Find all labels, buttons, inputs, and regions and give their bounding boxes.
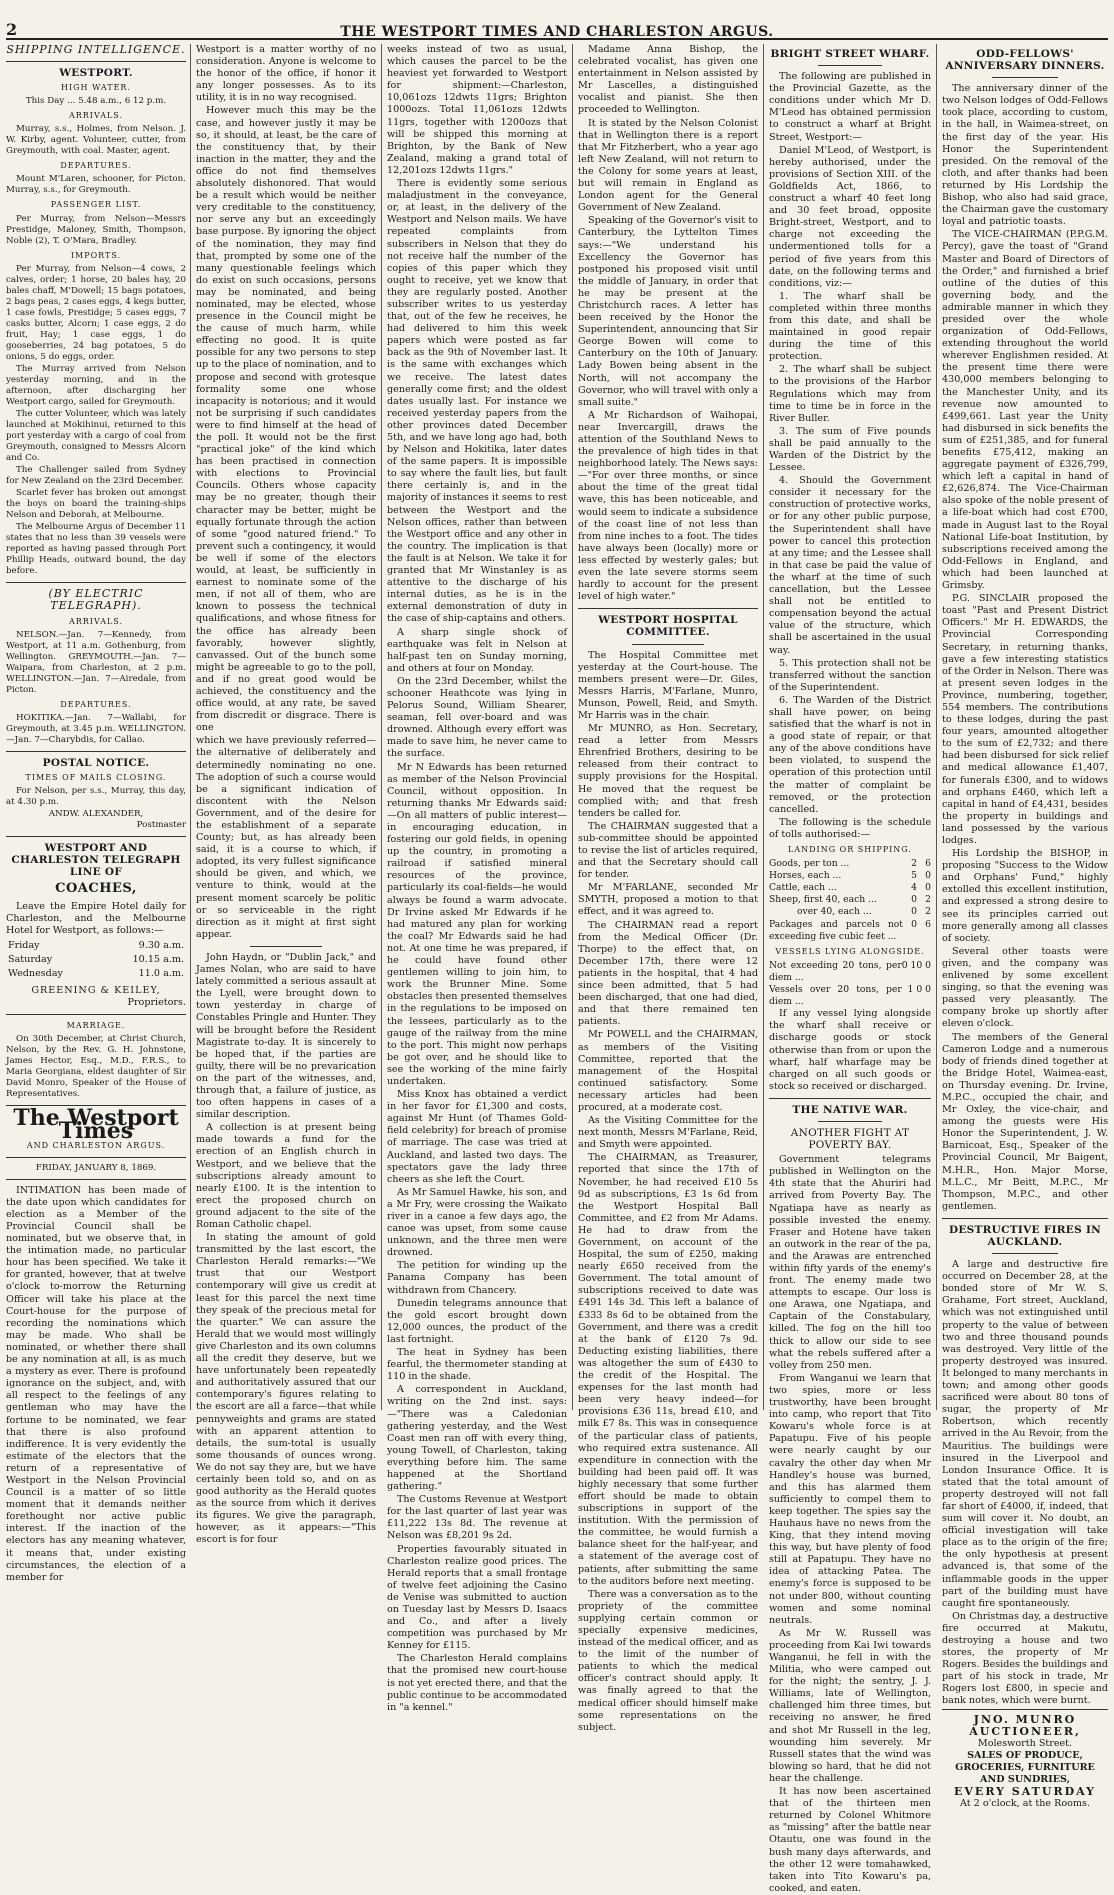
departures-heading: DEPARTURES.: [60, 161, 132, 171]
coach-role: Proprietors.: [127, 997, 186, 1009]
tolls-table: [769, 858, 931, 943]
coach-day: Saturday: [8, 953, 53, 965]
toll-s: 2: [911, 858, 917, 870]
divider: [6, 582, 186, 583]
arrivals: Murray, s.s., Holmes, from Nelson. J. W. Kirby, agent. Volunteer, cutter, from Greymouth, with coal. Master, agent.: [6, 124, 186, 157]
coach-owners: GREENING & KEILEY,: [31, 985, 161, 997]
shipping-title: SHIPPING INTELLIGENCE.: [6, 43, 186, 56]
page-title: THE WESTPORT TIMES AND CHARLESTON ARGUS.: [340, 24, 774, 40]
news-item: Dunedin telegrams announce that the gold escort brought down 12,000 ounces, the product of the last fortnight.: [387, 1297, 567, 1345]
wharf-condition: 6. The Warden of the District shall have power, on being satisfied that the wharf is not in a good state of repair, or that any of the above conditions have been violated, to suspend the operation of this protection until the matter of complaint be removed, or the protection cancelled.: [769, 694, 931, 815]
oddfellows-para: The VICE-CHAIRMAN (P.P.G.M. Percy), gave the toast of "Grand Master and Board of Directors of the Order," and furnished a brief outline of the duties of this governing body, and the admirable manner in which they presided over the whole organization of Odd-Fellows, extending throughout the world wherever Englishmen resided. At the present time there were 430,000 members belonging to the Manchester Unity, and its revenue now amounted to £499,661. Last year the Unity had disbursed in sick benefits the sum of £251,385, and for funeral benefits £75,412, making an aggregate payment of £326,799, which left a capital in hand of £2,626,874. The Vice-Chairman also spoke of the noble present of a life-boat which had cost £700, made in August last to the Royal National Life-boat Institution, by subscriptions received among the Odd-Fellows in England, and which had been launched at Grimsby.: [942, 229, 1108, 592]
divider: [992, 1253, 1058, 1254]
coach-day: Friday: [8, 939, 40, 951]
oddfellows-para: His Lordship the BISHOP, in proposing "Success to the Widow and Orphans' Fund," highly extolled this excellent institution, and expressed a strong desire to see its principles carried out more generally among all classes of society.: [942, 848, 1108, 944]
tel-arrivals-heading: ARRIVALS.: [68, 616, 124, 626]
tel-departures-heading: DEPARTURES.: [60, 699, 132, 709]
wharf-condition: The following is the schedule of tolls authorised:—: [769, 816, 931, 840]
news-item: The heat in Sydney has been fearful, the thermometer standing at 110 in the shade.: [387, 1347, 567, 1383]
coach-title: WESTPORT AND CHARLESTON TELEGRAPH LINE OF: [11, 842, 181, 879]
divider: [6, 1014, 186, 1015]
divider: [632, 644, 704, 645]
marriage: On 30th December, at Christ Church, Nelson, by the Rev. G. H. Johnstone, James Hector, Esq., M.D., F.R.S., to Maria Georgiana, eldest daughter of Sir David Monro, Speaker of the House of Representatives.: [6, 1034, 186, 1100]
tolls-heading: LANDING OR SHIPPING.: [788, 845, 912, 854]
paper-sub: AND CHARLESTON ARGUS.: [26, 1140, 166, 1150]
wharf-condition: 4. Should the Government consider it necessary for the construction of protective works, or for any other public purpose, the Superintendent shall have power to cancel this protection at any time; and the Lessee shall in that case be paid the value of the wharf at the time of such cancellation, but the Lessee shall not be entitled to compensation beyond the actual value of the structure, which shall be ascertained in the usual way.: [769, 475, 931, 656]
passenger-heading: PASSENGER LIST.: [50, 200, 142, 210]
divider: [6, 1179, 186, 1180]
toll-d: 2: [925, 906, 931, 918]
committee-para: The Hospital Committee met yesterday at the Court-house. The members present were—Dr. Giles, Messrs Harris, M'Farlane, Munro, Munson, Powell, Reid, and Smyth. Mr Harris was in the chair.: [578, 649, 758, 721]
news-item: The petition for winding up the Panama Company has been withdrawn from Chancery.: [387, 1260, 567, 1296]
vessel-item: Vessels over 20 tons, per diem ...: [769, 984, 902, 1008]
news-item: On the 23rd December, whilst the schooner Heathcote was lying in Pelorus Sound, William Shearer, seaman, fell over-board and was drowned. Although every effort was made to save him, he never came to the surface.: [387, 675, 567, 760]
tel-arrivals: NELSON.—Jan. 7—Kennedy, from Westport, at 11 a.m. Gothenburg, from Wellington. GREYMOUTH.—Jan. 7—Waipara, from Charleston, at 2 p.m. WELLINGTON.—Jan. 7—Airedale, from Picton.: [6, 629, 186, 695]
column-2: [196, 44, 376, 1546]
divider: [6, 1157, 186, 1158]
news-item: Speaking of the Governor's visit to Canterbury, the Lyttelton Times says:—"We understand his Excellency the Governor has postponed his proposed visit until the middle of January, in order that he may be present at the Christchurch races. A letter has been received by the Honor the Superintendent, announcing that Sir George Bowen will come to Canterbury on the 10th of January. Lady Bowen being absent in the North, will not accompany the Governor, who will travel with only a small suite.": [578, 215, 758, 408]
toll-s: 0: [911, 894, 917, 906]
postal-signature: ANDW. ALEXANDER,: [48, 809, 144, 820]
toll-row: [769, 882, 931, 894]
war-title: THE NATIVE WAR.: [792, 1103, 908, 1116]
toll-s: 0: [911, 918, 917, 930]
high-water: This Day ... 5.48 a.m., 6 12 p.m.: [25, 96, 167, 107]
news-item: A sharp single shock of earthquake was felt in Nelson at half-past ten on Sunday morning, and others at four on Monday.: [387, 626, 567, 674]
divider: [250, 946, 322, 947]
vessel-value: 1 0 0: [907, 984, 931, 996]
vessel-row: [769, 960, 931, 984]
war-para: Government telegrams published in Wellington on the 4th state that the Ahuriri had arrived from Poverty Bay. The Ngatiapa have as nearly as possible invested the enemy. Fraser and Hotene have taken an outwork in the rear of the pa, and the Arawas are entrenched within fifty yards of the enemy's front. The enemy made two attempts to escape. Our loss is one Arawa, one Ngatiapa, and Captain of the Constabulary, killed. The fog on the hill too thick to allow our side to see what the rebels suffered after a volley from 250 men.: [769, 1154, 931, 1371]
column-rule: [381, 44, 382, 1410]
wharf-condition: 5. This protection shall not be transferred without the sanction of the Superintendent.: [769, 657, 931, 693]
wharf-condition: 2. The wharf shall be subject to the provisions of the Harbor Regulations which may from time to time be in force in the River Buller.: [769, 364, 931, 424]
toll-item: Sheep, first 40, each ...: [769, 894, 877, 906]
postal-sub: TIMES OF MAILS CLOSING.: [25, 773, 167, 783]
divider: [818, 65, 883, 66]
editorial-para: However much this may be the case, and however justly it may be so, it should, at least, be the care of the constituency that, by their inaction in the matter, they and the office do not find themselves absolutely dishonored. That would be a result which would be neither very creditable to the constituency, nor serve any but an exceedingly base purpose. By ignoring the object of the nomination, they may find that, prompted by some one of the many questionable feelings which do exist on such occasions, persons may be nominated, and being nominated, may be elected, whose presence in the Council might be the cause of much harm, while effecting no good. It is quite possible for any two persons to step up to the place of nomination, and to propose and second with grotesque formality some one whose incapacity is notorious; and it would not be surprising if such candidates were to find himself at the head of the poll. It would not be the first "practical joke" of the kind which has been practised in connection with elections to Provincial Councils. Others whose capacity may be no greater, though their character may be better, might be equally fortunate through the action of some "good natured friend." To prevent such a contingency, it would be well if some of the electors would, at least, be sufficiently in earnest to nominate some of the men, if not all of them, who are known to possess the technical qualifications, and whose fitness for the office has already been favorably, however slightly, canvassed. Out of the bunch some might be agreeable to go to the poll, and if no great good would be achieved, the constituency and the office would, at any rate, be saved from discredit or disgrace. There is one: [196, 105, 376, 734]
news-item: Madame Anna Bishop, the celebrated vocalist, has given one entertainment in Nelson assisted by Mr Lascelles, a distinguished vocalist and pianist. She then proceeded to Wellington.: [578, 44, 758, 116]
tel-departures: HOKITIKA.—Jan. 7—Wallabi, for Greymouth, at 3.45 p.m. WELLINGTON.—Jan. 7—Charybdis, for Callao.: [6, 713, 186, 746]
committee-para: The CHAIRMAN read a report from the Medical Officer (Dr. Thorpe) to the effect that, on December 17th, there were 12 patients in the hospital, that 4 had since been admitted, that 5 had been discharged, that one had died, and that there remained ten patients.: [578, 919, 758, 1028]
page-number: 2: [6, 20, 18, 39]
vessel-value: 0 10 0: [901, 959, 931, 971]
arrivals-heading: ARRIVALS.: [68, 111, 124, 121]
ad-day: EVERY SATURDAY: [954, 1785, 1096, 1799]
paper-name: The Westport Times: [13, 1105, 179, 1144]
toll-item: Cattle, each ...: [769, 882, 837, 894]
column-rule: [572, 44, 573, 1410]
wharf-title: BRIGHT STREET WHARF.: [770, 48, 930, 60]
coach-time: 11.0 a.m.: [138, 968, 184, 980]
committee-para: There was a conversation as to the propriety of the committee supplying certain common or specially expensive medicines, instead of the medical officer, and as to the limit of the number of patients to which the medical officer's contract should apply. It was finally agreed to that the medical officer should himself make some representations on the subject.: [578, 1588, 758, 1733]
high-water-heading: HIGH WATER.: [61, 83, 131, 93]
committee-para: The CHAIRMAN suggested that a sub-committee should be appointed to revise the list of articles required, and that the Secretary should call for tender.: [578, 820, 758, 881]
toll-d: 2: [925, 894, 931, 906]
committee-para: Mr M'FARLANE, seconded Mr SMYTH, proposed a motion to that effect, and it was agreed to.: [578, 882, 758, 918]
coach-time: 9.30 a.m.: [138, 939, 184, 951]
ad-address: Molesworth Street.: [977, 1737, 1073, 1749]
ad-role: AUCTIONEER,: [969, 1724, 1081, 1738]
toll-s: 5: [911, 870, 917, 882]
shipping-news: The Murray arrived from Nelson yesterday morning, and in the afternoon, after discharging her Westport cargo, sailed for Greymouth.: [6, 363, 186, 407]
news-item: As Mr Samuel Hawke, his son, and a Mr Fry, were crossing the Waikato river in a canoe a few days ago, the canoe was upset, from some cause unknown, and the three men were drowned.: [387, 1186, 567, 1259]
divider: [942, 1218, 1108, 1219]
coach-row: [8, 940, 184, 952]
war-subtitle: ANOTHER FIGHT AT POVERTY BAY.: [790, 1126, 910, 1152]
coach-row: [8, 954, 184, 966]
westport-heading: WESTPORT.: [59, 67, 133, 80]
column-rule: [190, 44, 191, 1410]
ad-name: JNO. MUNRO: [973, 1712, 1077, 1726]
editorial-cont: Westport is a matter worthy of no consideration. Anyone is welcome to the honor of the office, if honor it any longer possesses. As to its utility, it is in no way recognised.: [196, 44, 376, 104]
fires-para: A large and destructive fire occurred on December 28, at the bonded store of Mr W. S. Grahame, Fort street, Auckland, which was not extinguished until property to the value of between two and three thousand pounds was destroyed. Very little of the property destroyed was insured. It belonged to many merchants in town; and among other goods sacrificed were about 80 tons of sugar, the property of Mr Robertson, which recently arrived in the Au Revoir, from the Mauritius. The buildings were insured in the Liverpool and London Insurance Office. It is stated that the total amount of property destroyed will not fall far short of £4000, if, indeed, that sum will cover it. No doubt, an official investigation will take place as to the origin of the fire; the only hypothesis at present advanced is, that some of the inflammable goods in the upper part of the building must have caught fire spontaneously.: [942, 1259, 1108, 1609]
editorial: INTIMATION has been made of the date upon which candidates for election as a Member of the Provincial Council shall be nominated, but we observe that, in the intimation made, no particular hour has been specified. We take it for granted, however, that at twelve o'clock to-morrow the Returning Officer will take his place at the Court-house for the purpose of recording the nominations which may be made. Who shall be nominated, or whether there shall be any nomination at all, is as much a mystery as ever. There is profound ignorance on the subject, and, with all respect to the feelings of any gentleman who may have the fortune to be nominated, we fear that there is also profound indifference. It is very evidently the estimate of the electors that the return of a representative of Westport in the Nelson Provincial Council is a matter of so little moment that it demands neither forethought nor active public interest. If the inaction of the electors has any meaning whatever, it means that, under existing circumstances, the election of a member for: [6, 1184, 186, 1583]
telegraph-title: (BY ELECTRIC TELEGRAPH).: [48, 586, 144, 612]
postal-text: For Nelson, per s.s., Murray, this day, at 4.30 p.m.: [6, 786, 186, 808]
vessels-table: [769, 960, 931, 1008]
divider: [818, 1121, 883, 1122]
news-item: Mr N Edwards has been returned as member of the Nelson Provincial Council, without opposition. In returning thanks Mr Edwards said:—On all matters of public interest—in encouraging education, in fostering our gold fields, in opening up the country, in promoting a railroad if satisfied mineral resources of the province, particularly its coal-fields—he would always be found a warm advocate. Dr Irvine asked Mr Edwards if he had matured any plan for working the coal? Mr Edwards said he had not. At one time he was prepared, if he could have found other gentlemen willing to join him, to work the Brunner Mine. Some obstacles then presented themselves in the regulations to be imposed on the lessees, particularly as to the gauge of the railway from the mine to the port. This might now perhaps be got over, and he should like to see the working of the mine fairly undertaken.: [387, 761, 567, 1087]
auctioneer-ad: [942, 1709, 1108, 1811]
news-item: The Charleston Herald complains that the promised new court-house is not yet erected there, and that the public continue to be accommodated in "a kennel.": [387, 1653, 567, 1713]
committee-para: Mr MUNRO, as Hon. Secretary, read a letter from Messrs Ehrenfried Brothers, desiring to be released from their contract to supply provisions for the Hospital. He moved that the request be complied with; and that fresh tenders be called for.: [578, 723, 758, 819]
column-1: [6, 43, 186, 1583]
toll-s: 4: [911, 882, 917, 894]
toll-row: [769, 919, 931, 943]
ad-line: SALES OF PRODUCE, GROCERIES, FURNITURE AND SUNDRIES,: [955, 1749, 1095, 1786]
toll-item: Goods, per ton ...: [769, 858, 850, 870]
news-item: A correspondent in Auckland, writing on the 2nd inst. says:—"There was a Caledonian gathering yesterday, and the West Coast men ran off with every thing, young Towell, of Charleston, taking everything before him. The same happened at the Shortland gathering.": [387, 1384, 567, 1493]
divider: [6, 61, 186, 62]
coach-title-2: COACHES,: [55, 880, 137, 896]
committee-para: Mr POWELL and the CHAIRMAN, as members of the Visiting Committee, reported that the management of the Hospital continued satisfactory. Some necessary articles had been procured, at a moderate cost.: [578, 1029, 758, 1113]
issue-date: FRIDAY, JANUARY 8, 1869.: [35, 1162, 157, 1173]
coach-day: Wednesday: [8, 968, 63, 980]
toll-s: 0: [911, 906, 917, 918]
divider: [769, 1098, 931, 1099]
war-para: From Wanganui we learn that two spies, more or less trustworthy, have been brought into camp, who report that Tito Kowaru's whole force is at Papatupu. Five of his people were nearly caught by our cavalry the other day when Mr Handley's house was burned, and this has alarmed them sufficiently to compel them to keep together. The spies say the Hauhaus have no news from the King, that they intend moving this way, but have plenty of food still at Papatupu. They have no idea of attacking Patea. The enemy's force is supposed to be not under 800, without counting women and some nominal neutrals.: [769, 1372, 931, 1626]
news-item: John Haydn, or "Dublin Jack," and James Nolan, who are said to have lately committed a serious assault at the Lyell, were brought down to town yesterday in charge of Constables Pringle and Hunter. They will be brought before the Resident Magistrate to-day. It is sincerely to be hoped that, if the parties are guilty, there will be no prevarication on the part of the witnesses, and, through that, a failure of justice, as too often happens in cases of a similar description.: [196, 951, 376, 1121]
divider: [6, 836, 186, 837]
vessel-item: Not exceeding 20 tons, per diem ...: [769, 959, 902, 983]
committee-title: WESTPORT HOSPITAL COMMITTEE.: [598, 614, 738, 639]
column-4: [578, 44, 758, 1733]
committee-para: As the Visiting Committee for the next month, Messrs M'Farlane, Reid, and Smyth were appointed.: [578, 1115, 758, 1151]
toll-row: [769, 894, 931, 906]
wharf-condition: If any vessel lying alongside the wharf shall receive or discharge goods or stock otherwise than from or upon the wharf, half wharfage may be charged on all such goods or stock so received or discharged.: [769, 1008, 931, 1092]
vessels-heading: VESSELS LYING ALONGSIDE.: [775, 946, 925, 956]
oddfellows-title: ODD-FELLOWS' ANNIVERSARY DINNERS.: [945, 48, 1105, 73]
committee-para: The CHAIRMAN, as Treasurer, reported that since the 17th of November, he had received £10 5s 9d as subscriptions, £3 1s 6d from the Westport Hospital Ball Committee, and £2 from Mr Adams. He had to draw from the Government, on account of the Hospital, the sum of £250, making nearly £650 received from the Government. The total amount of subscriptions received to date was £491 14s 3d. This left a balance of £333 8s 6d to be obtained from the Government, and there was a credit at the bank of £120 7s 9d. Deducting existing liabilities, there was altogether the sum of £430 to the credit of the Hospital. The expenses for the last month had been very heavy indeed—for provisions £36 11s, bread £10, and milk £7 8s. This was in consequence of the particular class of patients, who required extra sustenance. All expenditure in connection with the building had been paid off. It was highly necessary that some further effort should be made to obtain subscriptions in support of the institution. With the permission of the committee, he would furnish a balance sheet for the half-year, and a statement of the average cost of patients, after submitting the same to the auditors before next meeting.: [578, 1152, 758, 1587]
departures: Mount M'Laren, schooner, for Picton. Murray, s.s., for Greymouth.: [6, 174, 186, 196]
news-item: There is evidently some serious maladjustment in the conveyance, or, at least, in the delivery of the Westport and Nelson mails. We have repeated complaints from subscribers in Nelson that they do not receive half the number of the copies of this paper which they ought to receive, yet we know that they are regularly posted. Another subscriber writes to us yesterday that, out of the few he receives, he had delivered to him this week papers which were posted as far back as the 9th of November last. It is the same with exchanges which we receive. The latest dates generally come first; and the oldest dates usually last. For instance we received yesterday papers from the other provinces dated December 5th, and we have long ago had, both by Nelson and Hokitika, later dates of the same papers. It is impossible to say where the fault lies, but fault there certainly is, and in the majority of instances it seems to rest between the Westport and the Nelson offices, rather than between the Westport office and any other in the country. The implication is that the fault is at Nelson. We take it for granted that Mr Winstanley is as attentive to the discharge of his internal duties, as he is in the external demonstration of duty in the case of ship-captains and others.: [387, 178, 567, 625]
column-6: [942, 44, 1108, 1810]
imports-heading: IMPORTS.: [70, 250, 122, 260]
editorial-para: which we have previously referred—the alternative of deliberately and determinedly nominating no one. The adoption of such a course would be a significant indication of discontent with the Nelson Government, and of the desire for the establishment of a separate County; but, as has already been said, it is a course to which, if adopted, its very fullest significance should be given, and which, we venture to think, would at the present moment scarcely be politic or so serviceable in the right direction as it might at first sight appear.: [196, 735, 376, 940]
coach-row: [8, 968, 184, 980]
toll-item: over 40, each ...: [797, 906, 872, 918]
toll-row: [769, 858, 931, 870]
toll-d: 6: [925, 918, 931, 930]
news-item: weeks instead of two as usual, which causes the parcel to be the heaviest yet forwarded to Westport for shipment:—Charleston, 10,061ozs 12dwts 11grs; Brighton 1000ozs. Total 11,061ozs 12dwts 11grs, together with 1200ozs that will be shipped this morning at Brighton, by the Bank of New Zealand, making a grand total of 12,201ozs 12dwts 11grs.": [387, 44, 567, 176]
toll-row: [769, 870, 931, 882]
news-item: A collection is at present being made towards a fund for the erection of an English church in Westport, and we believe that the subscriptions already amount to nearly £100. It is the intention to erect the proposed church on ground adjacent to the site of the Roman Catholic chapel.: [196, 1122, 376, 1230]
oddfellows-para: P.G. SINCLAIR proposed the toast "Past and Present District Officers." Mr H. EDWARDS, the Provincial Corresponding Secretary, in returning thanks, gave a few interesting statistics of the Order in Nelson. There was at present seven lodges in the Province, numbering, together, 554 members. The contributions to these lodges, during the past four years, amounted altogether to the sum of £2,732; and there had been disbursed for sick relief and medical allowance £1,407, for funerals £300, and to widows and orphans £460, which left a capital in hand of £4,431, besides the property in buildings and land possessed by the various lodges.: [942, 593, 1108, 846]
masthead: [0, 18, 1114, 40]
divider: [6, 751, 186, 752]
war-para: As Mr W. Russell was proceeding from Kai Iwi towards Wanganui, he fell in with the Militia, who were camped out for the night; the sentry, J. J. Williams, late of Wellington, challenged him three times, but receiving no answer, he fired and shot Mr Russell in the leg, wounding him severely. Mr Russell states that the wind was blowing so hard, that he did not hear the challenge.: [769, 1627, 931, 1784]
coach-text: Leave the Empire Hotel daily for Charleston, and the Melbourne Hotel for Westport, as follows:—: [6, 900, 186, 936]
shipping-news: Scarlet fever has broken out amongst the boys on board the training-ships Nelson and Deborah, at Melbourne.: [6, 487, 186, 520]
ad-time: At 2 o'clock, at the Rooms.: [960, 1798, 1090, 1810]
column-5: [769, 44, 931, 1894]
column-rule: [763, 44, 764, 1410]
toll-d: 0: [925, 870, 931, 882]
fires-para: On Christmas day, a destructive fire occurred at Makutu, destroying a house and two stores, the property of Mr Rogers. Besides the buildings and part of his stock in trade, Mr Rogers lost £800, in specie and bank notes, which were burnt.: [942, 1610, 1108, 1707]
passenger-list: Per Murray, from Nelson—Messrs Prestidge, Maloney, Smith, Thompson, Noble (2), T. O'Mara, Bradley.: [6, 213, 186, 246]
news-item: It is stated by the Nelson Colonist that in Wellington there is a report that Mr Fitzherbert, who a year ago left New Zealand, will not return to the Colony for some years at least, but will remain in England as London agent for the General Government of New Zealand.: [578, 117, 758, 214]
shipping-news: The cutter Volunteer, which was lately launched at Mokihinui, returned to this port yesterday with a cargo of coal from Greymouth, consigned to Messrs Alcorn and Co.: [6, 408, 186, 463]
toll-row: [769, 906, 931, 918]
postal-role: Postmaster: [136, 820, 186, 831]
toll-item: Horses, each ...: [769, 870, 842, 882]
masthead-rule: [6, 38, 1108, 40]
wharf-para: Daniel M'Leod, of Westport, is hereby authorised, under the provisions of Section XIII. of the Goldfields Act, 1866, to construct a wharf 40 feet long and 30 feet broad, opposite Bright-street, Westport, and to charge not exceeding the undermentioned tolls for a period of five years from this date, on the following terms and conditions, viz:—: [769, 144, 931, 289]
imports: Per Murray, from Nelson—4 cows, 2 calves, order; 1 horse, 20 bales hay, 20 bales chaff, M'Dowell; 15 bags potatoes, 2 bags peas, 2 cases eggs, 4 kegs butter, 1 case fowls, Prestidge; 5 cases eggs, 7 casks butter, Alcorn; 1 case eggs, 2 do fruit, Hay; 1 case eggs, 1 do gooseberries, 24 bag potatoes, 5 do onions, 5 do eggs, order.: [6, 263, 186, 362]
wharf-para: The following are published in the Provincial Gazette, as the conditions under which Mr D. M'Leod has obtained permission to construct a wharf at Bright Street, Westport:—: [769, 71, 931, 143]
coach-time: 10.15 a.m.: [132, 953, 184, 965]
divider: [992, 77, 1058, 78]
news-item: Miss Knox has obtained a verdict in her favor for £1,300 and costs, against Mr Hunt (of Thames Gold-field celebrity) for breach of promise of marriage. The case was tried at Auckland, and lasted two days. The spectators gave the lady three cheers as she left the Court.: [387, 1089, 567, 1185]
divider: [578, 608, 758, 609]
postal-title: POSTAL NOTICE.: [42, 757, 150, 770]
oddfellows-para: Several other toasts were given, and the company was enlivened by some excellent singing, so that the evening was passed very pleasantly. The company broke up shortly after eleven o'clock.: [942, 945, 1108, 1030]
wharf-condition: 3. The sum of Five pounds shall be paid annually to the Warden of the District by the Lessee.: [769, 425, 931, 474]
column-3: [387, 44, 567, 1713]
oddfellows-para: The members of the General Cameron Lodge and a numerous body of friends dined together at the Bridge Hotel, Waimea-east, on Thursday evening. Dr. Irvine, M.P.C., occupied the chair, and Mr Oxley, the vice-chair, and among the guests were His Honor the Superintendent, J. W. Barnicoat, Esq., Speaker of the Provincial Council, Mr Baigent, M.H.R., Hon. Major Morse, M.L.C., Mr Beitt, M.P.C., Mr Thompson, M.P.C., and other gentlemen.: [942, 1031, 1108, 1212]
oddfellows-para: The anniversary dinner of the two Nelson lodges of Odd-Fellows took place, according to custom, in the hall, in Waimea-street, on the first day of the year. His Honor the Superintendent presided. On the removal of the cloth, and after thanks had been returned by His Lordship the Bishop, who also had said grace, the Chairman gave the customary loyal and patriotic toasts.: [942, 83, 1108, 228]
toll-d: 6: [925, 858, 931, 870]
news-item: A Mr Richardson of Waihopai, near Invercargill, draws the attention of the Southland News to the prevalence of high tides in that neighborhood lately. The News says:—"For over three months, or since about the time of the great tidal wave, this has been noticeable, and would seem to indicate a subsidence of the coast line of not less than from nine inches to a foot. The tides have always been (locally) more or less effected by westerly gales; but even the late severe storms seem hardly to account for the present level of high water.": [578, 409, 758, 603]
news-item: In stating the amount of gold transmitted by the last escort, the Charleston Herald remarks:—"We trust that our Westport contemporary will give us credit at least for this parcel the next time they speak of the precious metal for the quarter." We can assure the Herald that we would most willingly give Charleston and its own columns all the credit they deserve, but we have unfortunately been repeatedly and authoritatively assured that our contemporary's figures relating to the escort are all a farce—that while pennyweights and grams are stated with an apparent attention to details, the sum-total is usually some thousands of ounces wrong. We do not say they are, but we have certainly been told so, and on as good authority as the Herald quotes as the source from which it derives its figures. We give the paragraph, however, as it appears:—"This escort is for four: [196, 1232, 376, 1546]
shipping-news: The Challenger sailed from Sydney for New Zealand on the 23rd December.: [6, 464, 186, 486]
column-rule: [936, 44, 937, 1410]
shipping-news: The Melbourne Argus of December 11 states that no less than 39 vessels were reported as having passed through Port Phillip Heads, outward bound, the day before.: [6, 521, 186, 576]
coach-timetable: [6, 938, 186, 982]
news-item: The Customs Revenue at Westport for the last quarter of last year was £11,222 13s 8d. The revenue at Nelson was £8,201 9s 2d.: [387, 1494, 567, 1542]
news-item: Properties favourably situated in Charleston realize good prices. The Herald reports that a small frontage of twelve feet adjoining the Casino de Venise was submitted to auction on Tuesday last by Messrs D. Isaacs and Co., and after a lively competition was purchased by Mr Kenney for £115.: [387, 1543, 567, 1652]
marriage-heading: MARRIAGE.: [66, 1021, 126, 1031]
vessel-row: [769, 984, 931, 1008]
fires-title: DESTRUCTIVE FIRES IN AUCKLAND.: [948, 1223, 1102, 1248]
toll-item: Packages and parcels not exceeding five cubic feet ...: [769, 918, 903, 942]
wharf-condition: 1. The wharf shall be completed within three months from this date, and shall be maintained in good repair during the time of this protection.: [769, 290, 931, 363]
war-para: It has now been ascertained that of the thirteen men returned by Colonel Whitmore as "missing" after the battle near Otautu, one was found in the bush many days afterwards, and the other 12 were tomahawked, taken into Tito Kowaru's pa, cooked, and eaten.: [769, 1786, 931, 1894]
toll-d: 0: [925, 882, 931, 894]
